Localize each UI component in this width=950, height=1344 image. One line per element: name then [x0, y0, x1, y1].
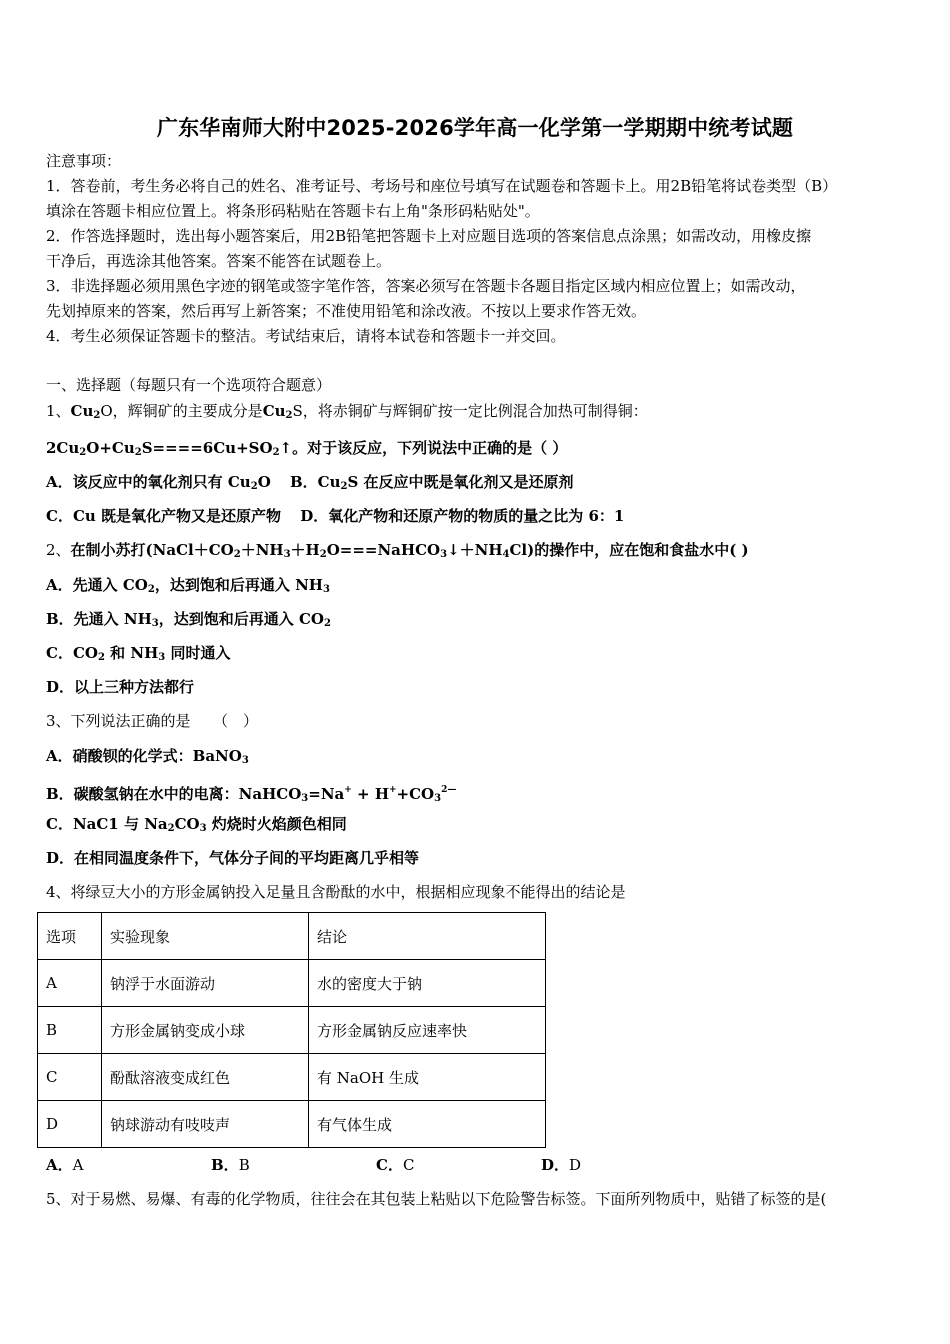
table-cell: C — [38, 1054, 102, 1101]
question-1-stem: 1、$Cu_2O$，辉铜矿的主要成分是$Cu_2S$，将赤铜矿与辉铜矿按一定比例混合加热可制得铜： — [46, 402, 648, 421]
option-a: A．A — [46, 1156, 84, 1174]
question-4-stem: 4、将绿豆大小的方形金属钠投入足量且含酚酞的水中，根据相应现象不能得出的结论是 — [46, 883, 626, 901]
option-d: D．D — [541, 1156, 582, 1174]
option-a: A．该反应中的氧化剂只有 $Cu_2O$ — [46, 473, 271, 492]
table-cell: A — [38, 960, 102, 1007]
table-row — [38, 1007, 546, 1054]
table-row — [38, 960, 546, 1007]
question-1-equation: $2Cu_2O+Cu_2S====6Cu+SO_2↑$。对于该反应，下列说法中正确的是（ ） — [46, 439, 568, 458]
option-c: C．NaC1 与 $Na_2CO_3$ 灼烧时火焰颜色相同 — [46, 815, 347, 834]
question-1-options-ab — [46, 470, 916, 499]
option-c: C．Cu 既是氧化产物又是还原产物 — [46, 507, 282, 525]
question-4-table — [37, 912, 546, 1148]
table-cell: 有 NaOH 生成 — [309, 1054, 546, 1101]
option-c: C．$CO_2$ 和 $NH_3$ 同时通入 — [46, 644, 231, 663]
notice-line: 填涂在答题卡相应位置上。将条形码粘贴在答题卡右上角"条形码粘贴处"。 — [46, 202, 540, 220]
table-cell: D — [38, 1101, 102, 1148]
exam-title: 广东华南师大附中2025-2026学年高一化学第一学期期中统考试题 — [156, 116, 794, 140]
table-cell: 钠浮于水面游动 — [102, 960, 309, 1007]
notice-line: 1．答卷前，考生务必将自己的姓名、准考证号、考场号和座位号填写在试题卷和答题卡上。用2B铅笔将试卷类型（B） — [46, 177, 838, 195]
notice-line: 3．非选择题必须用黑色字迹的钢笔或签字笔作答，答案必须写在答题卡各题目指定区域内相应位置上；如需改动， — [46, 277, 806, 295]
question-3-stem: 3、下列说法正确的是 （ ） — [46, 712, 259, 730]
table-cell: 水的密度大于钠 — [309, 960, 546, 1007]
option-d: D．以上三种方法都行 — [46, 678, 195, 696]
table-row — [38, 1054, 546, 1101]
option-c: C．C — [376, 1156, 415, 1174]
option-b: B．B — [211, 1156, 250, 1174]
notice-heading: 注意事项： — [46, 152, 122, 170]
table-header-cell: 实验现象 — [102, 913, 309, 960]
table-cell: 有气体生成 — [309, 1101, 546, 1148]
option-a: A．先通入 $CO_2$，达到饱和后再通入 $NH_3$ — [46, 576, 330, 595]
option-b: B．$Cu_2S$ 在反应中既是氧化剂又是还原剂 — [290, 473, 574, 492]
notice-line: 先划掉原来的答案，然后再写上新答案；不准使用铅笔和涂改液。不按以上要求作答无效。 — [46, 302, 647, 320]
notice-line: 2．作答选择题时，选出每小题答案后，用2B铅笔把答题卡上对应题目选项的答案信息点涂黑；如需改动，用橡皮擦 — [46, 227, 812, 245]
table-header-cell: 选项 — [38, 913, 102, 960]
table-cell: 钠球游动有吱吱声 — [102, 1101, 309, 1148]
table-cell: B — [38, 1007, 102, 1054]
option-b: B．碳酸氢钠在水中的电离：NaHCO$_3$=Na+ + $H^++CO_3^{2—}$ — [46, 785, 457, 804]
table-cell: 方形金属钠反应速率快 — [309, 1007, 546, 1054]
table-row — [38, 1101, 546, 1148]
section-heading: 一、选择题（每题只有一个选项符合题意） — [46, 376, 332, 394]
table-cell: 方形金属钠变成小球 — [102, 1007, 309, 1054]
question-5-stem: 5、对于易燃、易爆、有毒的化学物质，往往会在其包装上粘贴以下危险警告标签。下面所列物质中，贴错了标签的是( — [46, 1190, 827, 1208]
option-a: A．硝酸钡的化学式：BaNO$_3$ — [46, 747, 249, 766]
notice-line: 4．考生必须保证答题卡的整洁。考试结束后，请将本试卷和答题卡一并交回。 — [46, 327, 566, 345]
option-d: D．氧化产物和还原产物的物质的量之比为 6：1 — [300, 507, 625, 525]
notice-line: 干净后，再选涂其他答案。答案不能答在试题卷上。 — [46, 252, 392, 270]
question-2-stem: 2、在制小苏打$(NaCl+CO_2+NH_3+H_2O===NaHCO_3↓+NH_4Cl)$的操作中，应在饱和食盐水中( ) — [46, 541, 749, 560]
question-1-options-cd — [46, 504, 916, 528]
option-d: D．在相同温度条件下，气体分子间的平均距离几乎相等 — [46, 849, 420, 867]
table-header-cell: 结论 — [309, 913, 546, 960]
option-b: B．先通入 $NH_3$，达到饱和后再通入 $CO_2$ — [46, 610, 331, 629]
table-cell: 酚酞溶液变成红色 — [102, 1054, 309, 1101]
table-header-row — [38, 913, 546, 960]
